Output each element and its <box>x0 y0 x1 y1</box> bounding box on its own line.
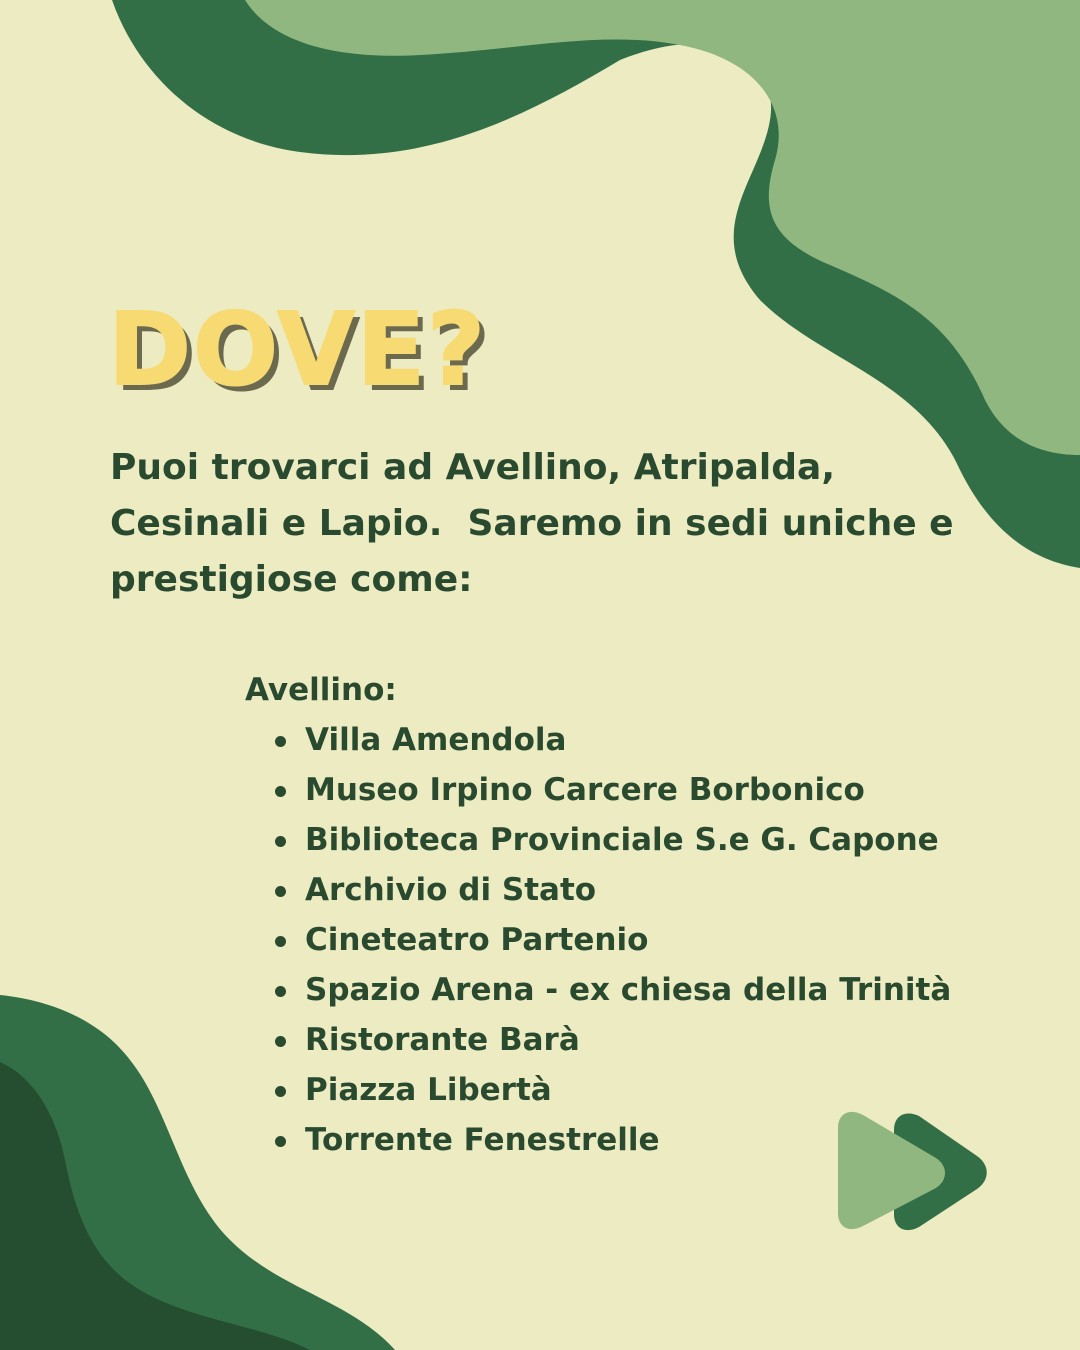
bullet-icon <box>275 736 286 747</box>
list-item-label: Biblioteca Provinciale S.e G. Capone <box>305 822 939 858</box>
list-item <box>305 1015 951 1065</box>
list-item-label: Archivio di Stato <box>305 872 597 908</box>
list-item <box>305 915 951 965</box>
bullet-icon <box>275 786 286 797</box>
bullet-icon <box>275 1136 286 1147</box>
list-item <box>305 965 951 1015</box>
page-title: DOVE? <box>108 291 488 408</box>
venue-list <box>245 715 951 1165</box>
list-item <box>305 865 951 915</box>
list-item <box>305 1065 951 1115</box>
list-item-label: Ristorante Barà <box>305 1022 580 1058</box>
next-arrow-icon[interactable] <box>834 1110 994 1235</box>
section-heading: Avellino: <box>245 672 397 708</box>
list-item-label: Spazio Arena - ex chiesa della Trinità <box>305 972 952 1008</box>
bullet-icon <box>275 986 286 997</box>
list-item <box>305 765 951 815</box>
list-item-label: Museo Irpino Carcere Borbonico <box>305 772 865 808</box>
list-item-label: Villa Amendola <box>305 722 567 758</box>
bullet-icon <box>275 1036 286 1047</box>
bullet-icon <box>275 886 286 897</box>
bullet-icon <box>275 936 286 947</box>
list-item <box>305 815 951 865</box>
list-item <box>305 715 951 765</box>
list-item-label: Piazza Libertà <box>305 1072 552 1108</box>
bullet-icon <box>275 1086 286 1097</box>
intro-text: Puoi trovarci ad Avellino, Atripalda, Cesinali e Lapio. Saremo in sedi uniche e prestigiose come: <box>110 447 954 600</box>
location-section <box>245 665 951 1165</box>
list-item-label: Torrente Fenestrelle <box>305 1122 660 1158</box>
list-item-label: Cineteatro Partenio <box>305 922 649 958</box>
bullet-icon <box>275 836 286 847</box>
